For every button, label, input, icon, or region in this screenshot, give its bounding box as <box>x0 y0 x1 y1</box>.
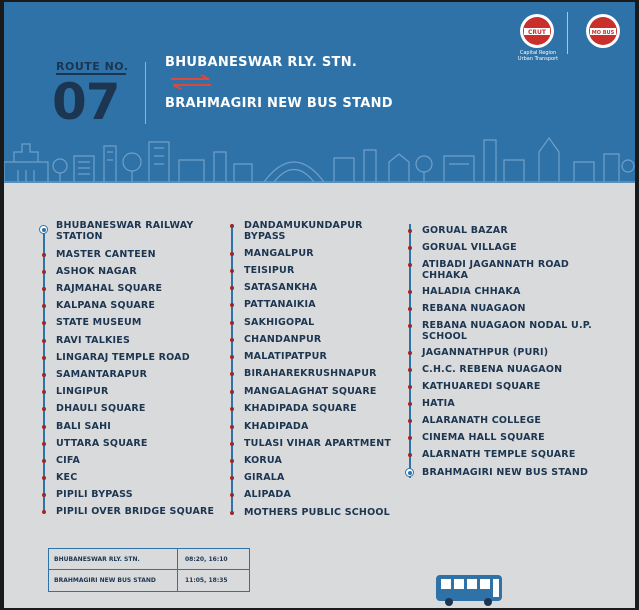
stop-marker <box>230 269 234 273</box>
stop-name: LINGIPUR <box>56 386 109 397</box>
stop-name: KORUA <box>244 455 283 466</box>
stop-marker <box>230 355 234 359</box>
stop-marker <box>230 407 234 411</box>
stop-name: DANDAMUKUNDAPUR BYPASS <box>244 220 363 242</box>
stop-marker <box>42 407 46 411</box>
stop-marker <box>408 307 412 311</box>
stop-name: MANGALPUR <box>244 248 314 259</box>
stop-name: BIRAHAREKRUSHNAPUR <box>244 368 377 379</box>
stop-name: STATE MUSEUM <box>56 317 142 328</box>
stop-name: ATIBADI JAGANNATH ROAD CHHAKA <box>422 259 570 281</box>
stop-name: ALIPADA <box>244 489 292 500</box>
svg-text:CRUT: CRUT <box>528 29 546 36</box>
timetable-stop: BRAHMAGIRI NEW BUS STAND <box>54 577 156 584</box>
stop-marker <box>230 303 234 307</box>
crut-caption: Capital Region Urban Transport <box>517 50 559 62</box>
stop-marker <box>230 338 234 342</box>
route-destination: BRAHMAGIRI NEW BUS STAND <box>165 96 393 111</box>
stop-marker <box>408 351 412 355</box>
stop-name: CHANDANPUR <box>244 334 322 345</box>
mobus-logo-icon <box>584 12 622 50</box>
stop-name: ALARNATH TEMPLE SQUARE <box>422 449 576 460</box>
stop-marker <box>408 324 412 328</box>
stop-marker <box>408 290 412 294</box>
stop-name: PIPILI OVER BRIDGE SQUARE <box>56 506 215 517</box>
stop-name: TEISIPUR <box>244 265 295 276</box>
stop-name: UTTARA SQUARE <box>56 438 148 449</box>
stop-marker <box>408 402 412 406</box>
stop-marker <box>230 442 234 446</box>
stop-name: ALARANATH COLLEGE <box>422 415 542 426</box>
stop-marker <box>42 442 46 446</box>
stop-name: KEC <box>56 472 78 483</box>
stop-name: CINEMA HALL SQUARE <box>422 432 545 443</box>
stops-column-1 <box>40 220 230 520</box>
stop-marker <box>408 419 412 423</box>
timetable-times: 08:20, 16:10 <box>185 556 228 563</box>
stop-name: PIPILI BYPASS <box>56 489 133 500</box>
stop-name: HATIA <box>422 398 455 409</box>
timetable-row <box>49 570 249 590</box>
stop-marker <box>42 339 46 343</box>
stop-name: MANGALAGHAT SQUARE <box>244 386 377 397</box>
logo-divider <box>567 12 568 54</box>
stop-name: DHAULI SQUARE <box>56 403 146 414</box>
stop-name: REBANA NUAGAON NODAL U.P. SCHOOL <box>422 320 592 342</box>
stop-name: C.H.C. REBENA NUAGAON <box>422 364 563 375</box>
stop-marker <box>230 224 234 228</box>
stops-column-2 <box>228 220 418 520</box>
header-banner <box>4 2 635 183</box>
stop-name: GIRALA <box>244 472 285 483</box>
stop-marker <box>408 385 412 389</box>
stop-marker <box>42 476 46 480</box>
stop-name: TULASI VIHAR APARTMENT <box>244 438 392 449</box>
stop-marker <box>230 372 234 376</box>
stop-marker <box>42 356 46 360</box>
stop-name: SATASANKHA <box>244 282 318 293</box>
stop-name: RAVI TALKIES <box>56 335 130 346</box>
stop-name: BALI SAHI <box>56 421 111 432</box>
stop-name: REBANA NUAGAON <box>422 303 526 314</box>
stop-name: GORUAL VILLAGE <box>422 242 517 253</box>
stop-name: GORUAL BAZAR <box>422 225 508 236</box>
stop-name: BHUBANESWAR RAILWAY STATION <box>56 220 194 242</box>
timetable <box>48 548 250 592</box>
stop-name: BRAHMAGIRI NEW BUS STAND <box>422 467 589 478</box>
stop-name: RAJMAHAL SQUARE <box>56 283 163 294</box>
stop-name: KHADIPADA SQUARE <box>244 403 357 414</box>
stop-name: PATTANAIKIA <box>244 299 316 310</box>
stop-marker <box>42 304 46 308</box>
svg-text:MO BUS: MO BUS <box>591 30 615 36</box>
bus-icon <box>434 573 506 608</box>
stop-marker <box>230 511 234 515</box>
stop-marker <box>408 368 412 372</box>
stop-marker <box>42 270 46 274</box>
header-divider <box>145 62 146 124</box>
stop-name: SAKHIGOPAL <box>244 317 315 328</box>
stop-marker <box>230 286 234 290</box>
stop-marker <box>42 390 46 394</box>
stop-marker <box>42 287 46 291</box>
stop-name: KATHUAREDI SQUARE <box>422 381 541 392</box>
stop-marker <box>408 436 412 440</box>
stop-marker <box>408 229 412 233</box>
city-skyline-illustration <box>4 132 635 183</box>
timetable-stop: BHUBANESWAR RLY. STN. <box>54 556 140 563</box>
stop-name: ASHOK NAGAR <box>56 266 137 277</box>
route-line <box>231 224 233 512</box>
stop-marker <box>230 425 234 429</box>
crut-logo-icon <box>518 12 556 50</box>
route-origin: BHUBANESWAR RLY. STN. <box>165 55 358 70</box>
timetable-times: 11:05, 18:35 <box>185 577 228 584</box>
stop-marker <box>230 459 234 463</box>
stops-column-3 <box>406 220 606 490</box>
stop-marker <box>42 321 46 325</box>
stop-marker <box>230 252 234 256</box>
stop-marker <box>230 476 234 480</box>
stop-name: MALATIPATPUR <box>244 351 328 362</box>
stop-marker <box>408 263 412 267</box>
stop-name: SAMANTARAPUR <box>56 369 148 380</box>
stop-name: JAGANNATHPUR (PURI) <box>422 347 549 358</box>
end-stop-marker <box>405 468 414 477</box>
stop-marker <box>230 493 234 497</box>
stop-name: MOTHERS PUBLIC SCHOOL <box>244 507 390 518</box>
timetable-row <box>49 549 249 569</box>
stop-marker <box>408 453 412 457</box>
stop-marker <box>230 321 234 325</box>
start-stop-marker <box>39 225 48 234</box>
route-poster <box>4 2 635 608</box>
route-number-label: ROUTE NO. <box>56 60 129 73</box>
stop-name: KHADIPADA <box>244 421 309 432</box>
stop-name: CIFA <box>56 455 81 466</box>
stop-name: HALADIA CHHAKA <box>422 286 521 297</box>
stop-marker <box>42 373 46 377</box>
stop-marker <box>408 246 412 250</box>
stop-marker <box>42 253 46 257</box>
bidirectional-arrows-icon <box>169 74 213 90</box>
stop-marker <box>42 493 46 497</box>
stop-name: KALPANA SQUARE <box>56 300 156 311</box>
stop-marker <box>42 425 46 429</box>
stop-name: LINGARAJ TEMPLE ROAD <box>56 352 190 363</box>
stop-name: MASTER CANTEEN <box>56 249 156 260</box>
stop-marker <box>42 459 46 463</box>
route-number: 07 <box>52 73 120 131</box>
stop-marker <box>42 510 46 514</box>
stop-marker <box>230 390 234 394</box>
